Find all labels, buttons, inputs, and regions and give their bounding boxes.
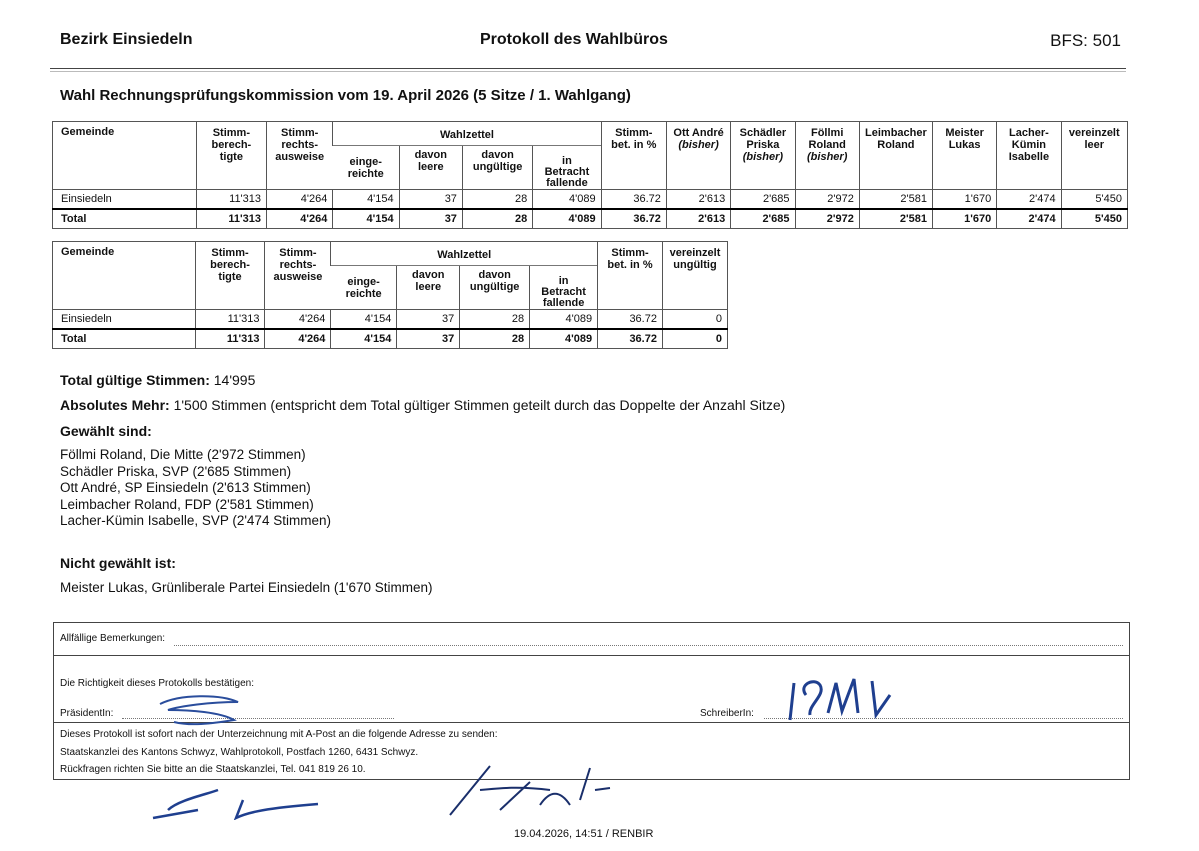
- col-stimmberechtigte: Stimm- berech- tigte: [195, 242, 265, 310]
- col-gemeinde: Gemeinde: [61, 246, 115, 258]
- cell: 36.72: [601, 209, 666, 229]
- absolute-majority: [60, 397, 785, 413]
- candidate-name: Schädler Priska: [739, 127, 787, 151]
- mailing-line-1: Dieses Protokoll ist sofort nach der Unterzeichnung mit A-Post an die folgende Adresse zu senden:: [60, 729, 498, 740]
- col-ungueltige: davon ungültige: [460, 266, 530, 310]
- cell: 36.72: [598, 329, 663, 349]
- col-gemeinde: Gemeinde: [61, 126, 115, 138]
- header-rule-secondary: [50, 71, 1126, 72]
- total-valid-votes: [60, 372, 255, 388]
- absolute-majority-value: 1'500 Stimmen (entspricht dem Total gültiger Stimmen geteilt durch das Doppelte der Anzahl Sitze): [173, 397, 786, 413]
- list-item: Föllmi Roland, Die Mitte (2'972 Stimmen): [60, 447, 306, 462]
- col-stimmbet: Stimm- bet. in %: [598, 242, 663, 310]
- cell: 37: [399, 190, 462, 210]
- cell: 5'450: [1061, 190, 1127, 210]
- cell: 4'089: [533, 190, 601, 210]
- list-item: Lacher-Kümin Isabelle, SVP (2'474 Stimmen): [60, 513, 331, 528]
- absolute-majority-label: Absolutes Mehr:: [60, 397, 170, 413]
- col-betracht: in Betracht fallende: [530, 266, 598, 310]
- cell: 2'613: [666, 190, 730, 210]
- cell: 2'685: [731, 209, 795, 229]
- secretary-label: SchreiberIn:: [700, 708, 754, 719]
- not-elected-item: Meister Lukas, Grünliberale Partei Einsiedeln (1'670 Stimmen): [60, 580, 433, 595]
- table-row: [53, 310, 728, 330]
- row-name: Einsiedeln: [53, 310, 196, 330]
- table-row-total: [53, 209, 1128, 229]
- list-item: Schädler Priska, SVP (2'685 Stimmen): [60, 463, 292, 479]
- candidate-note: (bisher): [678, 139, 719, 151]
- col-vereinzelt-ungueltig: vereinzelt ungültig: [662, 242, 727, 310]
- cell: 4'264: [267, 190, 333, 210]
- elected-heading: Gewählt sind:: [60, 423, 152, 439]
- cell: 11'313: [195, 329, 265, 349]
- cell: 4'154: [331, 329, 397, 349]
- col-candidate-ott: [666, 122, 730, 190]
- cell: 4'264: [267, 209, 333, 229]
- results-table-summary: [52, 241, 728, 349]
- initials-signature-center: [440, 760, 620, 820]
- cell: 2'474: [997, 209, 1061, 229]
- col-wahlzettel: Wahlzettel: [333, 122, 601, 146]
- list-item: Ott André, SP Einsiedeln (2'613 Stimmen): [60, 480, 311, 495]
- cell: 2'972: [795, 209, 859, 229]
- candidate-note: (bisher): [742, 151, 784, 163]
- cell: 11'313: [195, 310, 265, 330]
- cell: 28: [462, 190, 532, 210]
- remarks-box: [53, 622, 1130, 656]
- mailing-line-3: Rückfragen richten Sie bitte an die Staatskanzlei, Tel. 041 819 26 10.: [60, 764, 366, 775]
- cell: 4'264: [265, 310, 331, 330]
- initials-signature-left: [148, 780, 328, 820]
- mailing-line-2: Staatskanzlei des Kantons Schwyz, Wahlprotokoll, Postfach 1260, 6431 Schwyz.: [60, 747, 419, 758]
- col-candidate-meister: Meister Lukas: [932, 122, 996, 190]
- cell: 4'154: [333, 190, 399, 210]
- col-leere: davon leere: [397, 266, 460, 310]
- col-candidate-leimbacher: Leimbacher Roland: [859, 122, 932, 190]
- president-signature: [150, 690, 250, 730]
- cell: 28: [460, 329, 530, 349]
- table-row: [53, 190, 1128, 210]
- total-valid-votes-label: Total gültige Stimmen:: [60, 372, 210, 388]
- col-stimmbet: Stimm- bet. in %: [601, 122, 666, 190]
- cell: 4'154: [331, 310, 397, 330]
- col-stimmrechtsausweise: Stimm- rechts- ausweise: [265, 242, 331, 310]
- table-row-total: [53, 329, 728, 349]
- cell: 2'474: [997, 190, 1061, 210]
- cell: 36.72: [601, 190, 666, 210]
- row-name: Total: [53, 209, 197, 229]
- cell: 4'154: [333, 209, 399, 229]
- cell: 2'972: [795, 190, 859, 210]
- not-elected-heading: Nicht gewählt ist:: [60, 555, 176, 571]
- cell: 2'613: [666, 209, 730, 229]
- cell: 11'313: [196, 209, 266, 229]
- cell: 5'450: [1061, 209, 1127, 229]
- cell: 0: [662, 329, 727, 349]
- col-ungueltige: davon ungültige: [462, 146, 532, 190]
- document-title: Protokoll des Wahlbüros: [480, 31, 668, 48]
- col-vereinzelt: vereinzelt leer: [1061, 122, 1127, 190]
- row-name: Einsiedeln: [53, 190, 197, 210]
- row-name: Total: [53, 329, 196, 349]
- cell: 4'089: [530, 329, 598, 349]
- cell: 1'670: [932, 209, 996, 229]
- timestamp-stamp: 19.04.2026, 14:51 / RENBIR: [514, 828, 654, 840]
- remarks-line: [174, 645, 1123, 646]
- col-betracht: in Betracht fallende: [533, 146, 601, 190]
- cell: 0: [662, 310, 727, 330]
- election-title: Wahl Rechnungsprüfungskommission vom 19. April 2026 (5 Sitze / 1. Wahlgang): [60, 87, 631, 104]
- candidate-note: (bisher): [807, 151, 848, 163]
- cell: 28: [460, 310, 530, 330]
- district-name: Bezirk Einsiedeln: [60, 31, 193, 48]
- col-candidate-schaedler: [731, 122, 795, 190]
- remarks-label: Allfällige Bemerkungen:: [60, 633, 166, 644]
- col-stimmrechtsausweise: Stimm- rechts- ausweise: [267, 122, 333, 190]
- cell: 36.72: [598, 310, 663, 330]
- cell: 2'581: [859, 209, 932, 229]
- col-eingereichte: einge- reichte: [333, 146, 399, 190]
- bfs-number: BFS: 501: [1050, 31, 1121, 50]
- cell: 4'089: [530, 310, 598, 330]
- col-stimmberechtigte: Stimm- berech- tigte: [196, 122, 266, 190]
- cell: 2'581: [859, 190, 932, 210]
- cell: 28: [462, 209, 532, 229]
- cell: 4'264: [265, 329, 331, 349]
- elected-list: [60, 447, 331, 530]
- col-leere: davon leere: [399, 146, 462, 190]
- results-table-candidates: [52, 121, 1128, 229]
- col-wahlzettel: Wahlzettel: [331, 242, 598, 266]
- header-rule: [50, 68, 1126, 69]
- total-valid-votes-value: 14'995: [213, 372, 256, 388]
- cell: 37: [399, 209, 462, 229]
- cell: 4'089: [533, 209, 601, 229]
- cell: 37: [397, 329, 460, 349]
- cell: 37: [397, 310, 460, 330]
- col-candidate-foellmi: [795, 122, 859, 190]
- confirm-label: Die Richtigkeit dieses Protokolls bestätigen:: [60, 678, 254, 689]
- president-label: PräsidentIn:: [60, 708, 114, 719]
- list-item: Leimbacher Roland, FDP (2'581 Stimmen): [60, 496, 314, 512]
- cell: 11'313: [196, 190, 266, 210]
- cell: 2'685: [731, 190, 795, 210]
- candidate-name: Föllmi Roland: [808, 127, 846, 151]
- col-eingereichte: einge- reichte: [331, 266, 397, 310]
- candidate-name: Ott André: [673, 127, 724, 139]
- secretary-signature: [780, 665, 900, 725]
- cell: 1'670: [932, 190, 996, 210]
- col-candidate-lacher: Lacher- Kümin Isabelle: [997, 122, 1061, 190]
